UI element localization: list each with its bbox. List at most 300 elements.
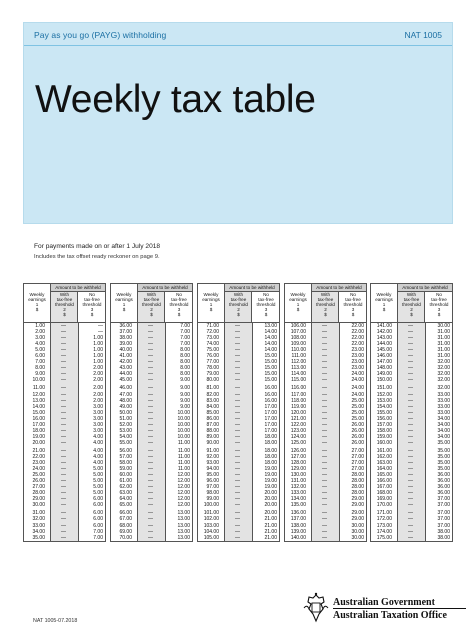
with-threshold-cell: — [408, 484, 413, 491]
with-threshold-cell: — [148, 335, 153, 342]
earnings-cell: 50.00 [119, 409, 132, 416]
earnings-cell: 107.00 [290, 329, 306, 336]
earnings-cell: 47.00 [119, 391, 132, 398]
with-threshold-cell: — [61, 421, 66, 428]
table-row [24, 377, 105, 383]
with-threshold-cell: — [408, 433, 413, 440]
earnings-cell: 92.00 [206, 453, 219, 460]
no-threshold-cell: 36.00 [437, 484, 450, 491]
with-threshold-header: With tax-free threshold 2 $ [137, 292, 165, 322]
no-threshold-cell: 36.00 [437, 472, 450, 479]
with-threshold-cell: — [61, 427, 66, 434]
with-threshold-cell: — [61, 415, 66, 422]
with-threshold-cell: — [322, 472, 327, 479]
earnings-cell: 143.00 [376, 335, 392, 342]
earnings-cell: 170.00 [376, 502, 392, 509]
no-threshold-cell: 35.00 [437, 466, 450, 473]
no-threshold-cell: 6.00 [93, 516, 103, 523]
with-threshold-cell: — [61, 397, 66, 404]
with-threshold-cell: — [235, 353, 240, 360]
earnings-cell: 112.00 [291, 359, 306, 366]
earnings-cell: 175.00 [376, 534, 392, 541]
with-threshold-cell: — [408, 353, 413, 360]
no-threshold-cell: 12.00 [177, 502, 190, 509]
with-threshold-cell: — [148, 490, 153, 497]
table-row [285, 535, 366, 541]
no-threshold-cell: 37.00 [437, 510, 450, 517]
earnings-cell: 113.00 [291, 365, 306, 372]
table-body [111, 323, 192, 541]
table-header [285, 284, 366, 323]
with-threshold-cell: — [235, 415, 240, 422]
no-threshold-cell: 11.00 [177, 439, 190, 446]
with-threshold-cell: — [322, 323, 327, 329]
table-row [198, 440, 279, 446]
earnings-cell: 95.00 [206, 472, 219, 479]
earnings-cell: 134.00 [290, 496, 306, 503]
no-threshold-cell: 3.00 [93, 403, 103, 410]
table-row [285, 502, 366, 508]
with-threshold-cell: — [148, 460, 153, 467]
coat-of-arms-icon [302, 592, 330, 624]
no-threshold-cell: 24.00 [351, 377, 364, 384]
no-threshold-cell: 1.00 [93, 341, 103, 348]
no-threshold-cell: 22.00 [351, 329, 364, 336]
earnings-cell: 1.00 [35, 323, 45, 329]
with-threshold-cell: — [322, 403, 327, 410]
no-threshold-cell: 10.00 [177, 421, 190, 428]
no-threshold-cell: 16.00 [264, 385, 277, 392]
banner-header-strip [24, 23, 452, 46]
with-threshold-cell: — [408, 502, 413, 509]
with-threshold-cell: — [408, 478, 413, 485]
no-threshold-cell: 32.00 [437, 359, 450, 366]
no-threshold-cell: 29.00 [351, 496, 364, 503]
with-threshold-cell: — [322, 466, 327, 473]
no-threshold-cell: 35.00 [437, 439, 450, 446]
no-threshold-cell: 21.00 [264, 522, 277, 529]
earnings-cell: 149.00 [376, 371, 392, 378]
earnings-cell: 83.00 [206, 397, 219, 404]
with-threshold-cell: — [61, 484, 66, 491]
earnings-cell: 160.00 [376, 439, 392, 446]
with-threshold-cell: — [235, 466, 240, 473]
table-row [198, 535, 279, 541]
with-threshold-cell: — [408, 329, 413, 336]
with-threshold-cell: — [322, 528, 327, 535]
no-threshold-cell: 33.00 [437, 391, 450, 398]
earnings-cell: 147.00 [376, 359, 392, 366]
no-threshold-cell: 13.00 [177, 522, 190, 529]
no-threshold-cell: 17.00 [264, 415, 277, 422]
earnings-cell: 86.00 [206, 415, 219, 422]
with-threshold-cell: — [408, 490, 413, 497]
title-banner [23, 22, 453, 224]
earnings-cell: 100.00 [203, 502, 219, 509]
with-threshold-cell: — [322, 335, 327, 342]
no-threshold-cell: 13.00 [264, 323, 277, 329]
earnings-cell: 129.00 [290, 466, 306, 473]
with-threshold-cell: — [61, 522, 66, 529]
with-threshold-cell: — [148, 466, 153, 473]
earnings-cell: 128.00 [290, 460, 306, 467]
earnings-cell: 171.00 [376, 510, 392, 517]
no-threshold-cell: 34.00 [437, 433, 450, 440]
earnings-cell: 145.00 [376, 347, 392, 354]
earnings-cell: 104.00 [203, 528, 219, 535]
earnings-cell: 87.00 [206, 421, 219, 428]
earnings-cell: 132.00 [290, 484, 306, 491]
with-threshold-cell: — [61, 323, 66, 329]
with-threshold-cell: — [235, 359, 240, 366]
earnings-cell: 5.00 [35, 347, 45, 354]
logo-divider [333, 608, 466, 609]
no-threshold-cell: 13.00 [177, 510, 190, 517]
earnings-cell: 45.00 [119, 377, 132, 384]
earnings-cell: 117.00 [291, 391, 306, 398]
earnings-cell: 43.00 [119, 365, 132, 372]
earnings-cell: 158.00 [376, 427, 392, 434]
with-threshold-cell: — [148, 385, 153, 392]
with-threshold-cell: — [322, 522, 327, 529]
with-threshold-cell: — [148, 453, 153, 460]
earnings-cell: 3.00 [35, 335, 45, 342]
earnings-cell: 79.00 [206, 371, 219, 378]
with-threshold-cell: — [408, 528, 413, 535]
no-threshold-cell: 3.00 [93, 415, 103, 422]
no-threshold-cell: 9.00 [180, 391, 190, 398]
with-threshold-cell: — [235, 496, 240, 503]
earnings-cell: 157.00 [376, 421, 392, 428]
no-threshold-cell: 12.00 [177, 478, 190, 485]
earnings-cell: 97.00 [206, 484, 219, 491]
no-threshold-cell: 35.00 [437, 447, 450, 454]
with-threshold-cell: — [61, 472, 66, 479]
with-threshold-cell: — [148, 397, 153, 404]
table-body [198, 323, 279, 541]
with-threshold-cell: — [322, 478, 327, 485]
no-threshold-cell: 30.00 [437, 323, 450, 329]
with-threshold-cell: — [148, 323, 153, 329]
with-threshold-cell: — [408, 496, 413, 503]
with-threshold-cell: — [61, 377, 66, 384]
no-threshold-cell: 14.00 [264, 347, 277, 354]
with-threshold-cell: — [235, 323, 240, 329]
tax-table [284, 283, 367, 542]
earnings-cell: 122.00 [290, 421, 306, 428]
with-threshold-cell: — [148, 534, 153, 541]
no-threshold-cell: 19.00 [264, 466, 277, 473]
no-threshold-cell: — [98, 323, 103, 329]
earnings-cell: 80.00 [206, 377, 219, 384]
earnings-cell: 148.00 [376, 365, 392, 372]
with-threshold-cell: — [322, 377, 327, 384]
no-threshold-cell: 21.00 [264, 528, 277, 535]
earnings-cell: 118.00 [291, 397, 306, 404]
earnings-cell: 82.00 [206, 391, 219, 398]
earnings-cell: 23.00 [32, 460, 45, 467]
with-threshold-cell: — [235, 329, 240, 336]
earnings-cell: 89.00 [206, 433, 219, 440]
earnings-cell: 14.00 [32, 403, 45, 410]
with-threshold-cell: — [322, 397, 327, 404]
no-threshold-cell: 26.00 [351, 433, 364, 440]
with-threshold-cell: — [235, 341, 240, 348]
earnings-cell: 9.00 [35, 371, 45, 378]
with-threshold-cell: — [235, 439, 240, 446]
earnings-cell: 152.00 [376, 391, 392, 398]
no-threshold-cell: 37.00 [437, 502, 450, 509]
earnings-cell: 164.00 [376, 466, 392, 473]
no-threshold-cell: 21.00 [264, 516, 277, 523]
with-threshold-cell: — [61, 391, 66, 398]
earnings-cell: 174.00 [376, 528, 392, 535]
with-threshold-cell: — [148, 409, 153, 416]
with-threshold-cell: — [408, 365, 413, 372]
earnings-cell: 21.00 [32, 447, 45, 454]
earnings-cell: 81.00 [206, 385, 219, 392]
no-threshold-cell: 12.00 [177, 472, 190, 479]
earnings-cell: 58.00 [119, 460, 132, 467]
amount-withheld-header: Amount to be withheld [224, 284, 279, 292]
with-threshold-cell: — [148, 427, 153, 434]
earnings-cell: 36.00 [119, 323, 132, 329]
with-threshold-cell: — [235, 528, 240, 535]
no-threshold-cell: 8.00 [180, 371, 190, 378]
earnings-cell: 94.00 [206, 466, 219, 473]
earnings-cell: 44.00 [119, 371, 132, 378]
with-threshold-cell: — [61, 347, 66, 354]
earnings-cell: 103.00 [203, 522, 219, 529]
earnings-cell: 13.00 [32, 397, 45, 404]
with-threshold-cell: — [408, 385, 413, 392]
with-threshold-cell: — [235, 347, 240, 354]
with-threshold-cell: — [408, 460, 413, 467]
earnings-cell: 55.00 [119, 439, 132, 446]
no-threshold-cell: 35.00 [437, 460, 450, 467]
no-threshold-cell: 34.00 [437, 421, 450, 428]
earnings-cell: 85.00 [206, 409, 219, 416]
earnings-cell: 20.00 [32, 439, 45, 446]
with-threshold-cell: — [235, 510, 240, 517]
earnings-cell: 130.00 [290, 472, 306, 479]
no-threshold-cell: 37.00 [437, 516, 450, 523]
no-threshold-cell: 12.00 [177, 484, 190, 491]
no-threshold-cell: 18.00 [264, 433, 277, 440]
no-threshold-cell: 12.00 [177, 496, 190, 503]
earnings-cell: 93.00 [206, 460, 219, 467]
amount-withheld-header: Amount to be withheld [397, 284, 452, 292]
with-threshold-cell: — [61, 466, 66, 473]
with-threshold-cell: — [61, 439, 66, 446]
no-threshold-cell: 30.00 [351, 522, 364, 529]
earnings-cell: 102.00 [203, 516, 219, 523]
with-threshold-cell: — [61, 335, 66, 342]
table-body [371, 323, 452, 541]
no-threshold-cell: 37.00 [437, 496, 450, 503]
agency-name: Australian Taxation Office [333, 610, 447, 621]
earnings-cell: 106.00 [290, 323, 306, 329]
with-threshold-cell: — [322, 427, 327, 434]
with-threshold-cell: — [61, 433, 66, 440]
weekly-earnings-header: Weekly earnings 1 $ [202, 292, 220, 312]
footer-code: NAT 1005-07.2018 [33, 618, 78, 624]
with-threshold-cell: — [235, 371, 240, 378]
table-row [24, 535, 105, 541]
with-threshold-cell: — [322, 453, 327, 460]
earnings-cell: 169.00 [376, 496, 392, 503]
no-threshold-cell: 7.00 [180, 323, 190, 329]
no-threshold-cell: 15.00 [264, 377, 277, 384]
no-threshold-cell: 35.00 [437, 453, 450, 460]
with-threshold-cell: — [235, 534, 240, 541]
with-threshold-cell: — [235, 453, 240, 460]
table-row [198, 377, 279, 383]
with-threshold-cell: — [148, 528, 153, 535]
with-threshold-cell: — [148, 439, 153, 446]
table-row [371, 502, 452, 508]
earnings-cell: 48.00 [119, 397, 132, 404]
no-threshold-cell: 27.00 [351, 466, 364, 473]
with-threshold-cell: — [235, 335, 240, 342]
no-threshold-cell: 7.00 [180, 335, 190, 342]
table-row [111, 440, 192, 446]
with-threshold-cell: — [322, 460, 327, 467]
with-threshold-cell: — [408, 377, 413, 384]
with-threshold-cell: — [322, 496, 327, 503]
with-threshold-cell: — [322, 341, 327, 348]
no-threshold-cell: 28.00 [351, 472, 364, 479]
no-threshold-cell: 29.00 [351, 516, 364, 523]
with-threshold-cell: — [322, 433, 327, 440]
series-label: Pay as you go (PAYG) withholding [34, 30, 167, 40]
with-threshold-cell: — [61, 353, 66, 360]
no-threshold-cell: 23.00 [351, 365, 364, 372]
no-threshold-cell: 25.00 [351, 415, 364, 422]
no-threshold-cell: 7.00 [180, 329, 190, 336]
no-threshold-cell: 22.00 [351, 323, 364, 329]
no-threshold-cell: 10.00 [177, 409, 190, 416]
with-threshold-cell: — [148, 433, 153, 440]
earnings-cell: 73.00 [206, 335, 219, 342]
no-threshold-cell: 11.00 [177, 453, 190, 460]
with-threshold-cell: — [235, 397, 240, 404]
no-threshold-cell: 11.00 [177, 460, 190, 467]
with-threshold-cell: — [408, 347, 413, 354]
with-threshold-cell: — [408, 472, 413, 479]
with-threshold-cell: — [148, 496, 153, 503]
with-threshold-cell: — [322, 409, 327, 416]
earnings-cell: 18.00 [32, 427, 45, 434]
no-threshold-cell: 2.00 [93, 377, 103, 384]
with-threshold-cell: — [148, 403, 153, 410]
with-threshold-cell: — [322, 484, 327, 491]
no-threshold-cell: 37.00 [437, 522, 450, 529]
earnings-cell: 15.00 [32, 409, 45, 416]
earnings-cell: 135.00 [290, 502, 306, 509]
earnings-cell: 59.00 [119, 466, 132, 473]
with-threshold-cell: — [148, 421, 153, 428]
with-threshold-cell: — [61, 403, 66, 410]
earnings-cell: 99.00 [206, 496, 219, 503]
earnings-cell: 101.00 [203, 510, 219, 517]
earnings-cell: 110.00 [291, 347, 306, 354]
no-threshold-cell: 14.00 [264, 341, 277, 348]
no-threshold-cell: 3.00 [93, 409, 103, 416]
table-row [24, 502, 105, 508]
earnings-cell: 74.00 [206, 341, 219, 348]
tax-table [23, 283, 106, 542]
no-threshold-cell: 5.00 [93, 484, 103, 491]
no-threshold-cell: 19.00 [264, 472, 277, 479]
earnings-cell: 84.00 [206, 403, 219, 410]
with-threshold-cell: — [235, 385, 240, 392]
earnings-cell: 144.00 [376, 341, 392, 348]
with-threshold-cell: — [408, 534, 413, 541]
with-threshold-cell: — [408, 421, 413, 428]
effective-date-note: For payments made on or after 1 July 2018 [34, 243, 161, 250]
earnings-cell: 139.00 [290, 528, 306, 535]
earnings-cell: 133.00 [290, 490, 306, 497]
no-threshold-cell: 20.00 [264, 502, 277, 509]
no-threshold-cell: 25.00 [351, 403, 364, 410]
with-threshold-cell: — [148, 510, 153, 517]
with-threshold-cell: — [408, 510, 413, 517]
no-threshold-cell: 9.00 [180, 397, 190, 404]
earnings-cell: 16.00 [32, 415, 45, 422]
table-header [24, 284, 105, 323]
no-threshold-cell: 17.00 [264, 403, 277, 410]
with-threshold-cell: — [408, 447, 413, 454]
no-threshold-cell: 20.00 [264, 490, 277, 497]
amount-withheld-header: Amount to be withheld [50, 284, 105, 292]
with-threshold-cell: — [322, 439, 327, 446]
earnings-cell: 138.00 [290, 522, 306, 529]
with-threshold-cell: — [322, 353, 327, 360]
no-threshold-cell: 9.00 [180, 377, 190, 384]
earnings-cell: 151.00 [376, 385, 392, 392]
with-threshold-cell: — [408, 391, 413, 398]
table-row [371, 535, 452, 541]
no-threshold-cell: 13.00 [177, 534, 190, 541]
with-threshold-cell: — [322, 421, 327, 428]
earnings-cell: 116.00 [291, 385, 306, 392]
with-threshold-header: With tax-free threshold 2 $ [50, 292, 78, 322]
table-row [111, 502, 192, 508]
no-threshold-cell: 6.00 [93, 522, 103, 529]
no-threshold-cell: 34.00 [437, 415, 450, 422]
no-threshold-cell: 5.00 [93, 466, 103, 473]
earnings-cell: 155.00 [376, 409, 392, 416]
no-threshold-header: No tax-free threshold 3 $ [338, 292, 367, 322]
tax-table [370, 283, 453, 542]
weekly-earnings-header: Weekly earnings 1 $ [375, 292, 393, 312]
earnings-cell: 90.00 [206, 439, 219, 446]
no-threshold-cell: 4.00 [93, 460, 103, 467]
no-threshold-cell: 1.00 [93, 335, 103, 342]
table-row [285, 440, 366, 446]
with-threshold-cell: — [408, 371, 413, 378]
earnings-cell: 161.00 [376, 447, 392, 454]
no-threshold-cell: 8.00 [180, 347, 190, 354]
earnings-cell: 173.00 [376, 522, 392, 529]
table-row [371, 377, 452, 383]
with-threshold-cell: — [408, 415, 413, 422]
no-threshold-cell: 27.00 [351, 453, 364, 460]
earnings-cell: 49.00 [119, 403, 132, 410]
with-threshold-cell: — [61, 453, 66, 460]
earnings-cell: 142.00 [376, 329, 392, 336]
